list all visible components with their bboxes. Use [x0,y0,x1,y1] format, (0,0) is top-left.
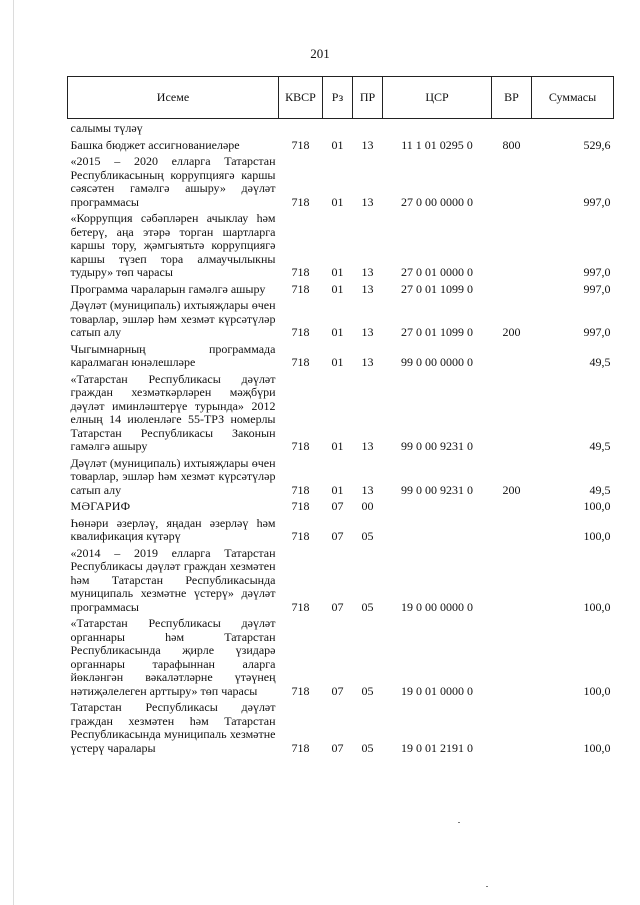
row-csr: 99 0 00 9231 0 [401,482,473,497]
row-rz: 01 [331,137,344,152]
row-name: «Татарстан Республикасы дәүләт граждан хезмәткәрләрен мәҗбүри дәүләт иминләштерүе турында» 2012 елның 14 июленләге 55-ТРЗ номерлы Татарстан Республикасы Законын гамәлгә ашыру [70,371,276,453]
budget-table [67,76,614,755]
row-pr: 13 [361,137,374,152]
row-vr [492,152,532,209]
scan-speck [458,822,460,823]
table-row [68,152,614,209]
row-sum [532,119,614,136]
row-vr [492,614,532,698]
header-vr: ВР [492,77,532,119]
row-rz: 01 [331,439,344,453]
row-vr [492,497,532,514]
row-csr: 27 0 00 0000 0 [401,194,473,209]
table-row [68,514,614,544]
row-rz: 07 [331,683,344,698]
header-pr: ПР [353,77,383,119]
row-pr: 13 [361,281,374,296]
row-sum: 997,0 [583,325,611,339]
row-csr: 19 0 00 0000 0 [401,599,473,614]
table-row [68,497,614,514]
row-pr: 05 [361,740,374,755]
row-sum: 997,0 [583,194,611,209]
row-rz: 01 [331,265,344,279]
row-kvsr: 718 [291,740,310,755]
row-kvsr: 718 [291,325,310,339]
table-row [68,454,614,498]
row-name: Дәүләт (муниципаль) ихтыяҗлары өчен товарлар, эшләр һәм хезмәт күрсәтүләр сатып алу [70,298,276,339]
row-sum: 100,0 [583,740,611,755]
row-sum: 997,0 [583,265,611,279]
row-vr [492,544,532,615]
row-vr: 200 [502,482,521,497]
row-name: Һөнәри әзерләү, яңадан әзерләү һәм квалификация күтәрү [70,515,276,543]
row-rz: 07 [331,740,344,755]
row-csr: 27 0 01 0000 0 [401,265,473,279]
row-pr: 13 [361,482,374,497]
table-row [68,340,614,370]
header-name: Исеме [68,77,279,119]
table-row [68,119,614,136]
row-csr: 11 1 01 0295 0 [401,137,473,152]
row-vr [492,370,532,454]
row-kvsr: 718 [291,683,310,698]
row-sum: 100,0 [583,529,611,543]
row-csr [383,119,492,136]
row-sum: 49,5 [589,439,611,453]
row-rz: 07 [331,599,344,614]
row-kvsr: 718 [291,439,310,453]
row-csr: 19 0 01 2191 0 [401,740,473,755]
row-pr: 13 [361,265,374,279]
row-csr: 19 0 01 0000 0 [401,683,473,698]
row-sum: 529,6 [583,137,611,152]
row-name: Чыгымнарның программада каралмаган юнәлешләре [70,341,276,369]
row-sum: 997,0 [583,281,611,296]
table-row [68,544,614,615]
row-csr [383,497,492,514]
table-row [68,209,614,280]
row-kvsr: 718 [291,265,310,279]
table-header-row [68,77,614,119]
row-name: «2014 – 2019 елларга Татарстан Республикасы дәүләт граждан хезмәтен һәм Татарстан Республикасында муниципаль хезмәтне үстерү» дәүләт программасы [70,545,276,614]
row-pr: 05 [361,599,374,614]
table-row [68,698,614,755]
row-rz: 07 [331,499,344,513]
row-name: салымы түләү [70,121,143,135]
row-sum: 49,5 [589,355,611,369]
row-name: Дәүләт (муниципаль) ихтыяҗлары өчен товарлар, эшләр һәм хезмәт күрсәтүләр сатып алу [70,455,276,497]
row-name: «Коррупция сәбәпләрен ачыклау һәм бетерү, аңа этәрә торган шартларга каршы тору, җәмгыятьтә коррупциягә каршы түзеп тора алмаучылыкны тудыру» төп чарасы [70,211,276,279]
scan-speck [486,886,488,887]
row-rz: 01 [331,482,344,497]
row-csr: 27 0 01 1099 0 [401,325,473,339]
row-kvsr: 718 [291,355,310,369]
row-rz [323,119,353,136]
binding-margin-line [13,0,14,905]
row-vr [492,280,532,297]
row-rz: 01 [331,194,344,209]
row-pr: 13 [361,355,374,369]
row-csr: 99 0 00 9231 0 [401,439,473,453]
row-sum: 100,0 [583,683,611,698]
row-kvsr: 718 [291,529,310,543]
row-name: «Татарстан Республикасы дәүләт органнары һәм Татарстан Республикасында җирле үзидарә органнары тарафыннан аларга йөкләнгән вәкаләтләрне үтәүнең нәтиҗәлелеген арттыру» төп чарасы [70,616,276,698]
row-sum: 49,5 [589,482,611,497]
row-csr [383,514,492,544]
row-kvsr: 718 [291,194,310,209]
row-vr: 200 [502,325,521,339]
header-kvsr: КВСР [279,77,323,119]
row-pr: 05 [361,529,374,543]
row-kvsr: 718 [291,599,310,614]
row-csr: 27 0 01 1099 0 [401,281,473,296]
row-pr: 00 [361,499,374,513]
row-kvsr: 718 [291,281,310,296]
row-vr [492,698,532,755]
header-csr: ЦСР [383,77,492,119]
row-name: МӘГАРИФ [70,499,131,513]
row-sum: 100,0 [583,499,611,513]
row-name: Татарстан Республикасы дәүләт граждан хезмәтен һәм Татарстан Республикасында муниципаль хезмәтне үстерү чаралары [70,700,276,755]
row-pr: 13 [361,439,374,453]
row-pr: 13 [361,194,374,209]
row-rz: 07 [331,529,344,543]
row-kvsr: 718 [291,137,310,152]
header-rz: Рз [323,77,353,119]
row-pr: 05 [361,683,374,698]
row-name: Башка бюджет ассигнованиеләре [70,137,240,152]
row-vr: 800 [502,137,521,152]
table-row [68,296,614,340]
table-row [68,280,614,297]
row-vr [492,119,532,136]
row-kvsr: 718 [291,482,310,497]
row-rz: 01 [331,355,344,369]
page-number: 201 [310,46,330,61]
row-rz: 01 [331,325,344,339]
row-name: Программа чараларын гамәлгә ашыру [70,281,266,296]
row-vr [492,209,532,280]
row-sum: 100,0 [583,599,611,614]
row-kvsr [279,119,323,136]
table-row [68,136,614,153]
row-pr [353,119,383,136]
row-vr [492,340,532,370]
row-csr: 99 0 00 0000 0 [401,355,473,369]
row-rz: 01 [331,281,344,296]
row-kvsr: 718 [291,499,310,513]
table-row [68,370,614,454]
header-sum: Суммасы [532,77,614,119]
row-pr: 13 [361,325,374,339]
row-vr [492,514,532,544]
row-name: «2015 – 2020 елларга Татарстан Республикасының коррупциягә каршы сәясәтен гамәлгә ашыру» дәүләт программасы [70,154,276,209]
table-row [68,614,614,698]
